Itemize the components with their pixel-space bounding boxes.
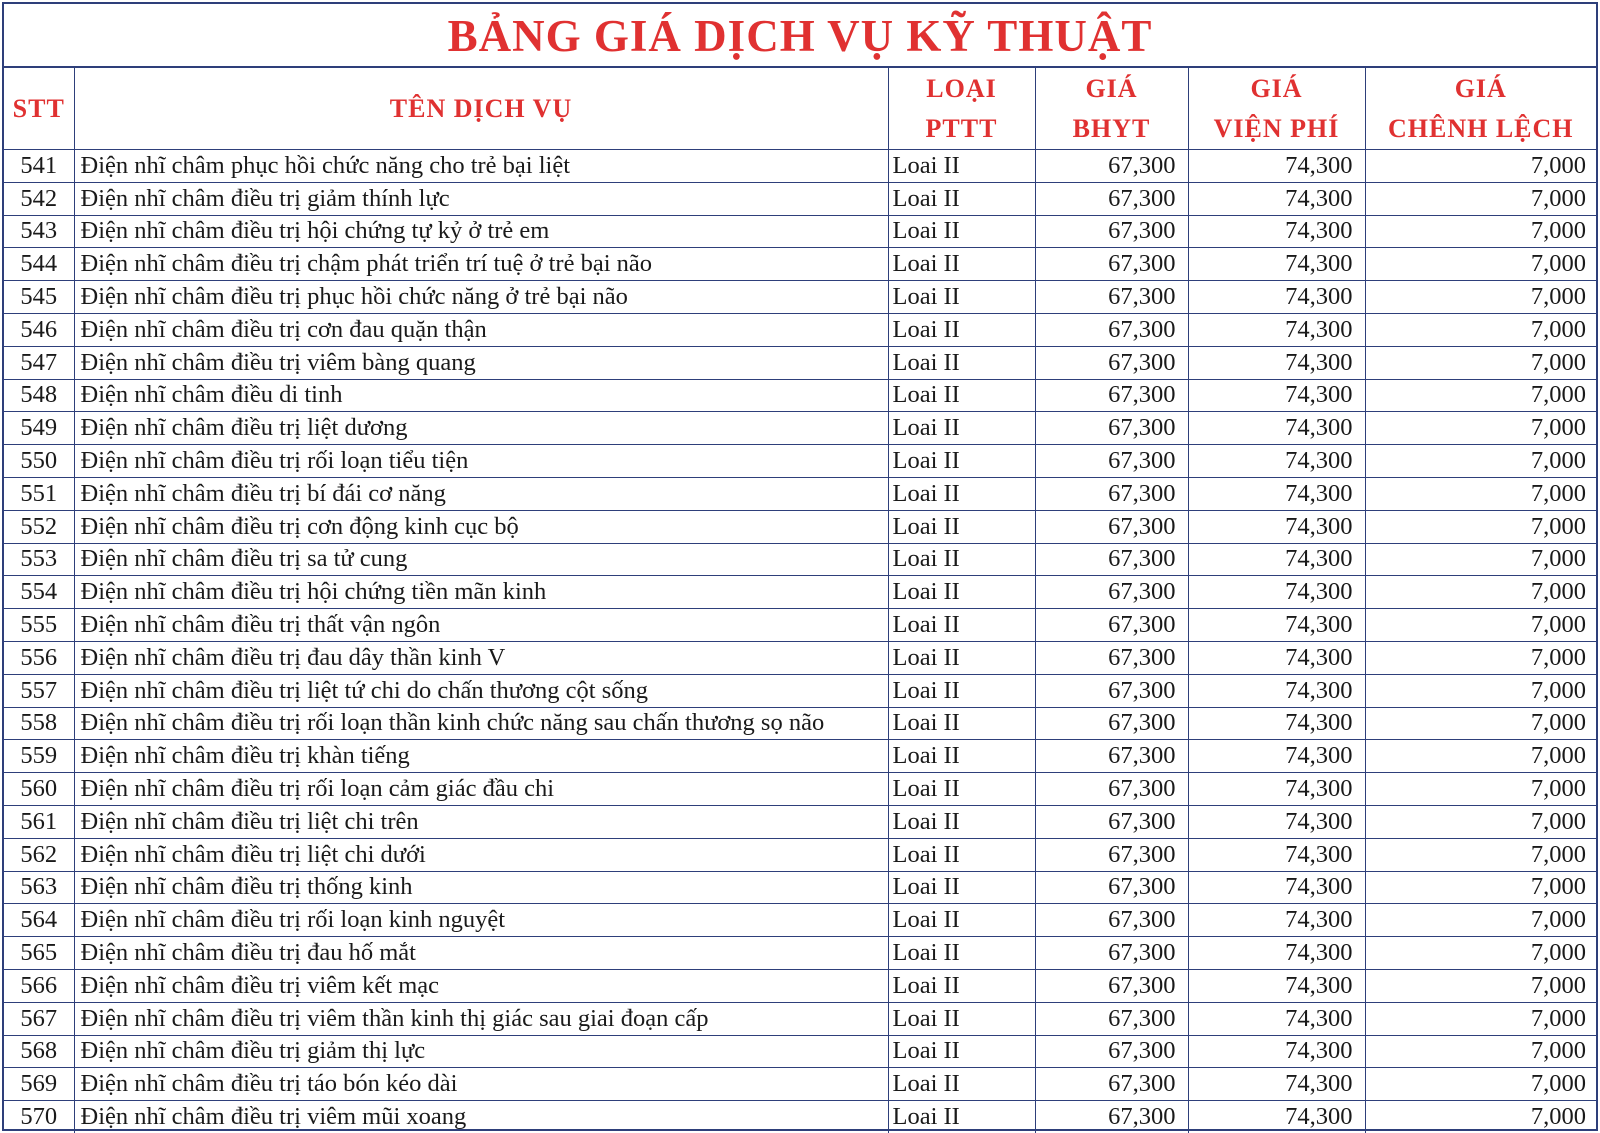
cell-loai-pttt: Loai II	[888, 1002, 1035, 1035]
cell-service-name: Điện nhĩ châm điều trị viêm thần kinh thị giác sau giai đoạn cấp	[74, 1002, 888, 1035]
table-row	[4, 346, 1596, 379]
table-row	[4, 543, 1596, 576]
cell-gia-bhyt: 67,300	[1035, 707, 1188, 740]
cell-gia-vien-phi: 74,300	[1188, 412, 1365, 445]
cell-stt: 543	[4, 215, 74, 248]
cell-gia-vien-phi: 74,300	[1188, 215, 1365, 248]
cell-gia-vien-phi: 74,300	[1188, 641, 1365, 674]
cell-gia-bhyt: 67,300	[1035, 445, 1188, 478]
cell-gia-bhyt: 67,300	[1035, 510, 1188, 543]
cell-loai-pttt: Loai II	[888, 576, 1035, 609]
table-row	[4, 576, 1596, 609]
cell-gia-vien-phi: 74,300	[1188, 313, 1365, 346]
header-chenhlech-line1: GIÁ	[1454, 73, 1507, 103]
table-header	[4, 68, 1596, 150]
cell-gia-vien-phi: 74,300	[1188, 1035, 1365, 1068]
cell-service-name: Điện nhĩ châm điều trị thống kinh	[74, 871, 888, 904]
cell-service-name: Điện nhĩ châm điều trị viêm bàng quang	[74, 346, 888, 379]
cell-stt: 564	[4, 904, 74, 937]
cell-gia-vien-phi: 74,300	[1188, 773, 1365, 806]
cell-gia-bhyt: 67,300	[1035, 969, 1188, 1002]
table-row	[4, 1101, 1596, 1133]
cell-loai-pttt: Loai II	[888, 707, 1035, 740]
cell-gia-chenh-lech: 7,000	[1365, 871, 1596, 904]
cell-service-name: Điện nhĩ châm điều trị cơn đau quặn thận	[74, 313, 888, 346]
header-name: TÊN DỊCH VỤ	[74, 68, 888, 150]
header-row	[4, 68, 1596, 150]
cell-gia-bhyt: 67,300	[1035, 281, 1188, 314]
cell-stt: 549	[4, 412, 74, 445]
cell-gia-bhyt: 67,300	[1035, 805, 1188, 838]
cell-gia-vien-phi: 74,300	[1188, 445, 1365, 478]
cell-loai-pttt: Loai II	[888, 412, 1035, 445]
header-loai	[888, 68, 1035, 150]
cell-stt: 556	[4, 641, 74, 674]
cell-stt: 563	[4, 871, 74, 904]
cell-stt: 547	[4, 346, 74, 379]
cell-loai-pttt: Loai II	[888, 543, 1035, 576]
header-loai-line1: LOẠI	[926, 73, 997, 103]
cell-gia-bhyt: 67,300	[1035, 412, 1188, 445]
cell-gia-chenh-lech: 7,000	[1365, 1101, 1596, 1133]
cell-stt: 554	[4, 576, 74, 609]
cell-service-name: Điện nhĩ châm điều trị chậm phát triển trí tuệ ở trẻ bại não	[74, 248, 888, 281]
cell-stt: 544	[4, 248, 74, 281]
cell-gia-chenh-lech: 7,000	[1365, 773, 1596, 806]
cell-service-name: Điện nhĩ châm điều trị hội chứng tự kỷ ở trẻ em	[74, 215, 888, 248]
cell-gia-bhyt: 67,300	[1035, 248, 1188, 281]
cell-service-name: Điện nhĩ châm điều trị liệt dương	[74, 412, 888, 445]
cell-gia-bhyt: 67,300	[1035, 346, 1188, 379]
cell-stt: 566	[4, 969, 74, 1002]
table-row	[4, 1035, 1596, 1068]
cell-gia-bhyt: 67,300	[1035, 215, 1188, 248]
cell-loai-pttt: Loai II	[888, 674, 1035, 707]
cell-gia-bhyt: 67,300	[1035, 313, 1188, 346]
cell-gia-vien-phi: 74,300	[1188, 379, 1365, 412]
cell-service-name: Điện nhĩ châm điều trị rối loạn cảm giác đầu chi	[74, 773, 888, 806]
cell-loai-pttt: Loai II	[888, 281, 1035, 314]
table-row	[4, 707, 1596, 740]
cell-gia-vien-phi: 74,300	[1188, 576, 1365, 609]
cell-stt: 550	[4, 445, 74, 478]
cell-gia-vien-phi: 74,300	[1188, 281, 1365, 314]
cell-gia-chenh-lech: 7,000	[1365, 215, 1596, 248]
header-stt: STT	[4, 68, 74, 150]
cell-gia-vien-phi: 74,300	[1188, 182, 1365, 215]
cell-service-name: Điện nhĩ châm điều trị thất vận ngôn	[74, 609, 888, 642]
cell-service-name: Điện nhĩ châm điều trị sa tử cung	[74, 543, 888, 576]
cell-gia-chenh-lech: 7,000	[1365, 445, 1596, 478]
cell-gia-chenh-lech: 7,000	[1365, 182, 1596, 215]
table-row	[4, 1068, 1596, 1101]
cell-gia-chenh-lech: 7,000	[1365, 379, 1596, 412]
cell-gia-bhyt: 67,300	[1035, 1002, 1188, 1035]
table-row	[4, 445, 1596, 478]
cell-service-name: Điện nhĩ châm điều trị khàn tiếng	[74, 740, 888, 773]
header-bhyt	[1035, 68, 1188, 150]
cell-gia-chenh-lech: 7,000	[1365, 1035, 1596, 1068]
table-row	[4, 412, 1596, 445]
cell-service-name: Điện nhĩ châm điều trị viêm kết mạc	[74, 969, 888, 1002]
cell-stt: 567	[4, 1002, 74, 1035]
cell-service-name: Điện nhĩ châm điều trị bí đái cơ năng	[74, 477, 888, 510]
cell-stt: 555	[4, 609, 74, 642]
cell-service-name: Điện nhĩ châm điều trị rối loạn tiểu tiện	[74, 445, 888, 478]
cell-gia-chenh-lech: 7,000	[1365, 510, 1596, 543]
header-vienphi-line2: VIỆN PHÍ	[1213, 113, 1340, 143]
cell-service-name: Điện nhĩ châm điều trị táo bón kéo dài	[74, 1068, 888, 1101]
header-bhyt-line2: BHYT	[1072, 113, 1151, 143]
cell-gia-chenh-lech: 7,000	[1365, 707, 1596, 740]
header-chenhlech-line2: CHÊNH LỆCH	[1387, 113, 1574, 143]
cell-gia-bhyt: 67,300	[1035, 1068, 1188, 1101]
cell-service-name: Điện nhĩ châm điều trị giảm thính lực	[74, 182, 888, 215]
cell-gia-chenh-lech: 7,000	[1365, 609, 1596, 642]
table-row	[4, 641, 1596, 674]
cell-loai-pttt: Loai II	[888, 215, 1035, 248]
cell-service-name: Điện nhĩ châm điều trị rối loạn kinh nguyệt	[74, 904, 888, 937]
table-row	[4, 248, 1596, 281]
table-row	[4, 477, 1596, 510]
cell-stt: 545	[4, 281, 74, 314]
cell-loai-pttt: Loai II	[888, 248, 1035, 281]
cell-gia-bhyt: 67,300	[1035, 182, 1188, 215]
cell-service-name: Điện nhĩ châm điều trị liệt tứ chi do chấn thương cột sống	[74, 674, 888, 707]
cell-gia-chenh-lech: 7,000	[1365, 1068, 1596, 1101]
cell-gia-vien-phi: 74,300	[1188, 871, 1365, 904]
page-title: BẢNG GIÁ DỊCH VỤ KỸ THUẬT	[4, 4, 1596, 68]
cell-gia-vien-phi: 74,300	[1188, 937, 1365, 970]
cell-gia-vien-phi: 74,300	[1188, 838, 1365, 871]
cell-stt: 565	[4, 937, 74, 970]
cell-gia-chenh-lech: 7,000	[1365, 412, 1596, 445]
cell-stt: 561	[4, 805, 74, 838]
cell-service-name: Điện nhĩ châm phục hồi chức năng cho trẻ bại liệt	[74, 150, 888, 183]
cell-gia-chenh-lech: 7,000	[1365, 281, 1596, 314]
table-row	[4, 150, 1596, 183]
cell-loai-pttt: Loai II	[888, 346, 1035, 379]
price-table	[4, 68, 1596, 1133]
cell-gia-bhyt: 67,300	[1035, 477, 1188, 510]
cell-gia-chenh-lech: 7,000	[1365, 576, 1596, 609]
cell-stt: 548	[4, 379, 74, 412]
cell-loai-pttt: Loai II	[888, 1068, 1035, 1101]
cell-gia-bhyt: 67,300	[1035, 150, 1188, 183]
table-row	[4, 674, 1596, 707]
table-row	[4, 773, 1596, 806]
table-row	[4, 609, 1596, 642]
cell-service-name: Điện nhĩ châm điều trị phục hồi chức năng ở trẻ bại não	[74, 281, 888, 314]
cell-loai-pttt: Loai II	[888, 740, 1035, 773]
cell-gia-chenh-lech: 7,000	[1365, 641, 1596, 674]
table-row	[4, 969, 1596, 1002]
cell-gia-bhyt: 67,300	[1035, 871, 1188, 904]
cell-gia-chenh-lech: 7,000	[1365, 346, 1596, 379]
cell-loai-pttt: Loai II	[888, 937, 1035, 970]
table-row	[4, 313, 1596, 346]
cell-loai-pttt: Loai II	[888, 510, 1035, 543]
cell-gia-vien-phi: 74,300	[1188, 1068, 1365, 1101]
cell-gia-bhyt: 67,300	[1035, 674, 1188, 707]
cell-loai-pttt: Loai II	[888, 871, 1035, 904]
price-table-sheet	[2, 2, 1598, 1131]
table-row	[4, 904, 1596, 937]
cell-gia-chenh-lech: 7,000	[1365, 248, 1596, 281]
cell-gia-vien-phi: 74,300	[1188, 150, 1365, 183]
cell-loai-pttt: Loai II	[888, 477, 1035, 510]
table-row	[4, 740, 1596, 773]
header-bhyt-line1: GIÁ	[1085, 73, 1138, 103]
cell-gia-chenh-lech: 7,000	[1365, 740, 1596, 773]
cell-gia-vien-phi: 74,300	[1188, 609, 1365, 642]
cell-stt: 546	[4, 313, 74, 346]
cell-gia-vien-phi: 74,300	[1188, 969, 1365, 1002]
cell-stt: 559	[4, 740, 74, 773]
table-row	[4, 871, 1596, 904]
cell-stt: 542	[4, 182, 74, 215]
cell-service-name: Điện nhĩ châm điều trị đau dây thần kinh V	[74, 641, 888, 674]
cell-service-name: Điện nhĩ châm điều di tinh	[74, 379, 888, 412]
cell-gia-bhyt: 67,300	[1035, 838, 1188, 871]
cell-gia-chenh-lech: 7,000	[1365, 805, 1596, 838]
cell-loai-pttt: Loai II	[888, 904, 1035, 937]
table-body	[4, 150, 1596, 1133]
cell-gia-bhyt: 67,300	[1035, 773, 1188, 806]
cell-stt: 570	[4, 1101, 74, 1133]
cell-gia-vien-phi: 74,300	[1188, 477, 1365, 510]
cell-gia-vien-phi: 74,300	[1188, 543, 1365, 576]
cell-gia-chenh-lech: 7,000	[1365, 150, 1596, 183]
cell-service-name: Điện nhĩ châm điều trị liệt chi dưới	[74, 838, 888, 871]
cell-gia-bhyt: 67,300	[1035, 1101, 1188, 1133]
cell-gia-bhyt: 67,300	[1035, 904, 1188, 937]
cell-stt: 568	[4, 1035, 74, 1068]
header-vienphi-line1: GIÁ	[1250, 73, 1303, 103]
cell-stt: 541	[4, 150, 74, 183]
cell-gia-vien-phi: 74,300	[1188, 248, 1365, 281]
cell-gia-bhyt: 67,300	[1035, 641, 1188, 674]
table-row	[4, 937, 1596, 970]
cell-loai-pttt: Loai II	[888, 182, 1035, 215]
cell-service-name: Điện nhĩ châm điều trị hội chứng tiền mãn kinh	[74, 576, 888, 609]
cell-service-name: Điện nhĩ châm điều trị đau hố mắt	[74, 937, 888, 970]
table-row	[4, 805, 1596, 838]
cell-gia-chenh-lech: 7,000	[1365, 1002, 1596, 1035]
cell-gia-chenh-lech: 7,000	[1365, 313, 1596, 346]
cell-gia-bhyt: 67,300	[1035, 609, 1188, 642]
cell-gia-bhyt: 67,300	[1035, 740, 1188, 773]
table-row	[4, 1002, 1596, 1035]
cell-gia-vien-phi: 74,300	[1188, 674, 1365, 707]
table-row	[4, 510, 1596, 543]
header-vienphi	[1188, 68, 1365, 150]
cell-gia-chenh-lech: 7,000	[1365, 969, 1596, 1002]
cell-loai-pttt: Loai II	[888, 1101, 1035, 1133]
cell-stt: 551	[4, 477, 74, 510]
cell-loai-pttt: Loai II	[888, 445, 1035, 478]
cell-gia-vien-phi: 74,300	[1188, 805, 1365, 838]
cell-gia-chenh-lech: 7,000	[1365, 937, 1596, 970]
cell-gia-vien-phi: 74,300	[1188, 707, 1365, 740]
table-row	[4, 215, 1596, 248]
header-loai-line2: PTTT	[925, 113, 998, 143]
table-row	[4, 182, 1596, 215]
cell-gia-vien-phi: 74,300	[1188, 904, 1365, 937]
cell-stt: 562	[4, 838, 74, 871]
cell-service-name: Điện nhĩ châm điều trị cơn động kinh cục bộ	[74, 510, 888, 543]
cell-service-name: Điện nhĩ châm điều trị viêm mũi xoang	[74, 1101, 888, 1133]
cell-gia-vien-phi: 74,300	[1188, 1101, 1365, 1133]
cell-service-name: Điện nhĩ châm điều trị giảm thị lực	[74, 1035, 888, 1068]
cell-gia-chenh-lech: 7,000	[1365, 838, 1596, 871]
cell-gia-bhyt: 67,300	[1035, 379, 1188, 412]
cell-gia-bhyt: 67,300	[1035, 576, 1188, 609]
cell-gia-bhyt: 67,300	[1035, 937, 1188, 970]
cell-gia-bhyt: 67,300	[1035, 1035, 1188, 1068]
cell-loai-pttt: Loai II	[888, 609, 1035, 642]
header-chenhlech	[1365, 68, 1596, 150]
cell-service-name: Điện nhĩ châm điều trị liệt chi trên	[74, 805, 888, 838]
cell-loai-pttt: Loai II	[888, 1035, 1035, 1068]
table-row	[4, 838, 1596, 871]
cell-gia-vien-phi: 74,300	[1188, 510, 1365, 543]
cell-loai-pttt: Loai II	[888, 641, 1035, 674]
cell-loai-pttt: Loai II	[888, 313, 1035, 346]
cell-gia-chenh-lech: 7,000	[1365, 477, 1596, 510]
cell-service-name: Điện nhĩ châm điều trị rối loạn thần kinh chức năng sau chấn thương sọ não	[74, 707, 888, 740]
cell-stt: 553	[4, 543, 74, 576]
cell-gia-chenh-lech: 7,000	[1365, 674, 1596, 707]
cell-gia-chenh-lech: 7,000	[1365, 543, 1596, 576]
cell-stt: 557	[4, 674, 74, 707]
cell-stt: 560	[4, 773, 74, 806]
cell-loai-pttt: Loai II	[888, 805, 1035, 838]
cell-gia-vien-phi: 74,300	[1188, 1002, 1365, 1035]
cell-loai-pttt: Loai II	[888, 379, 1035, 412]
table-row	[4, 281, 1596, 314]
cell-stt: 552	[4, 510, 74, 543]
cell-loai-pttt: Loai II	[888, 838, 1035, 871]
cell-stt: 569	[4, 1068, 74, 1101]
cell-stt: 558	[4, 707, 74, 740]
table-row	[4, 379, 1596, 412]
cell-loai-pttt: Loai II	[888, 773, 1035, 806]
cell-gia-bhyt: 67,300	[1035, 543, 1188, 576]
cell-gia-chenh-lech: 7,000	[1365, 904, 1596, 937]
cell-loai-pttt: Loai II	[888, 150, 1035, 183]
cell-gia-vien-phi: 74,300	[1188, 740, 1365, 773]
cell-loai-pttt: Loai II	[888, 969, 1035, 1002]
cell-gia-vien-phi: 74,300	[1188, 346, 1365, 379]
